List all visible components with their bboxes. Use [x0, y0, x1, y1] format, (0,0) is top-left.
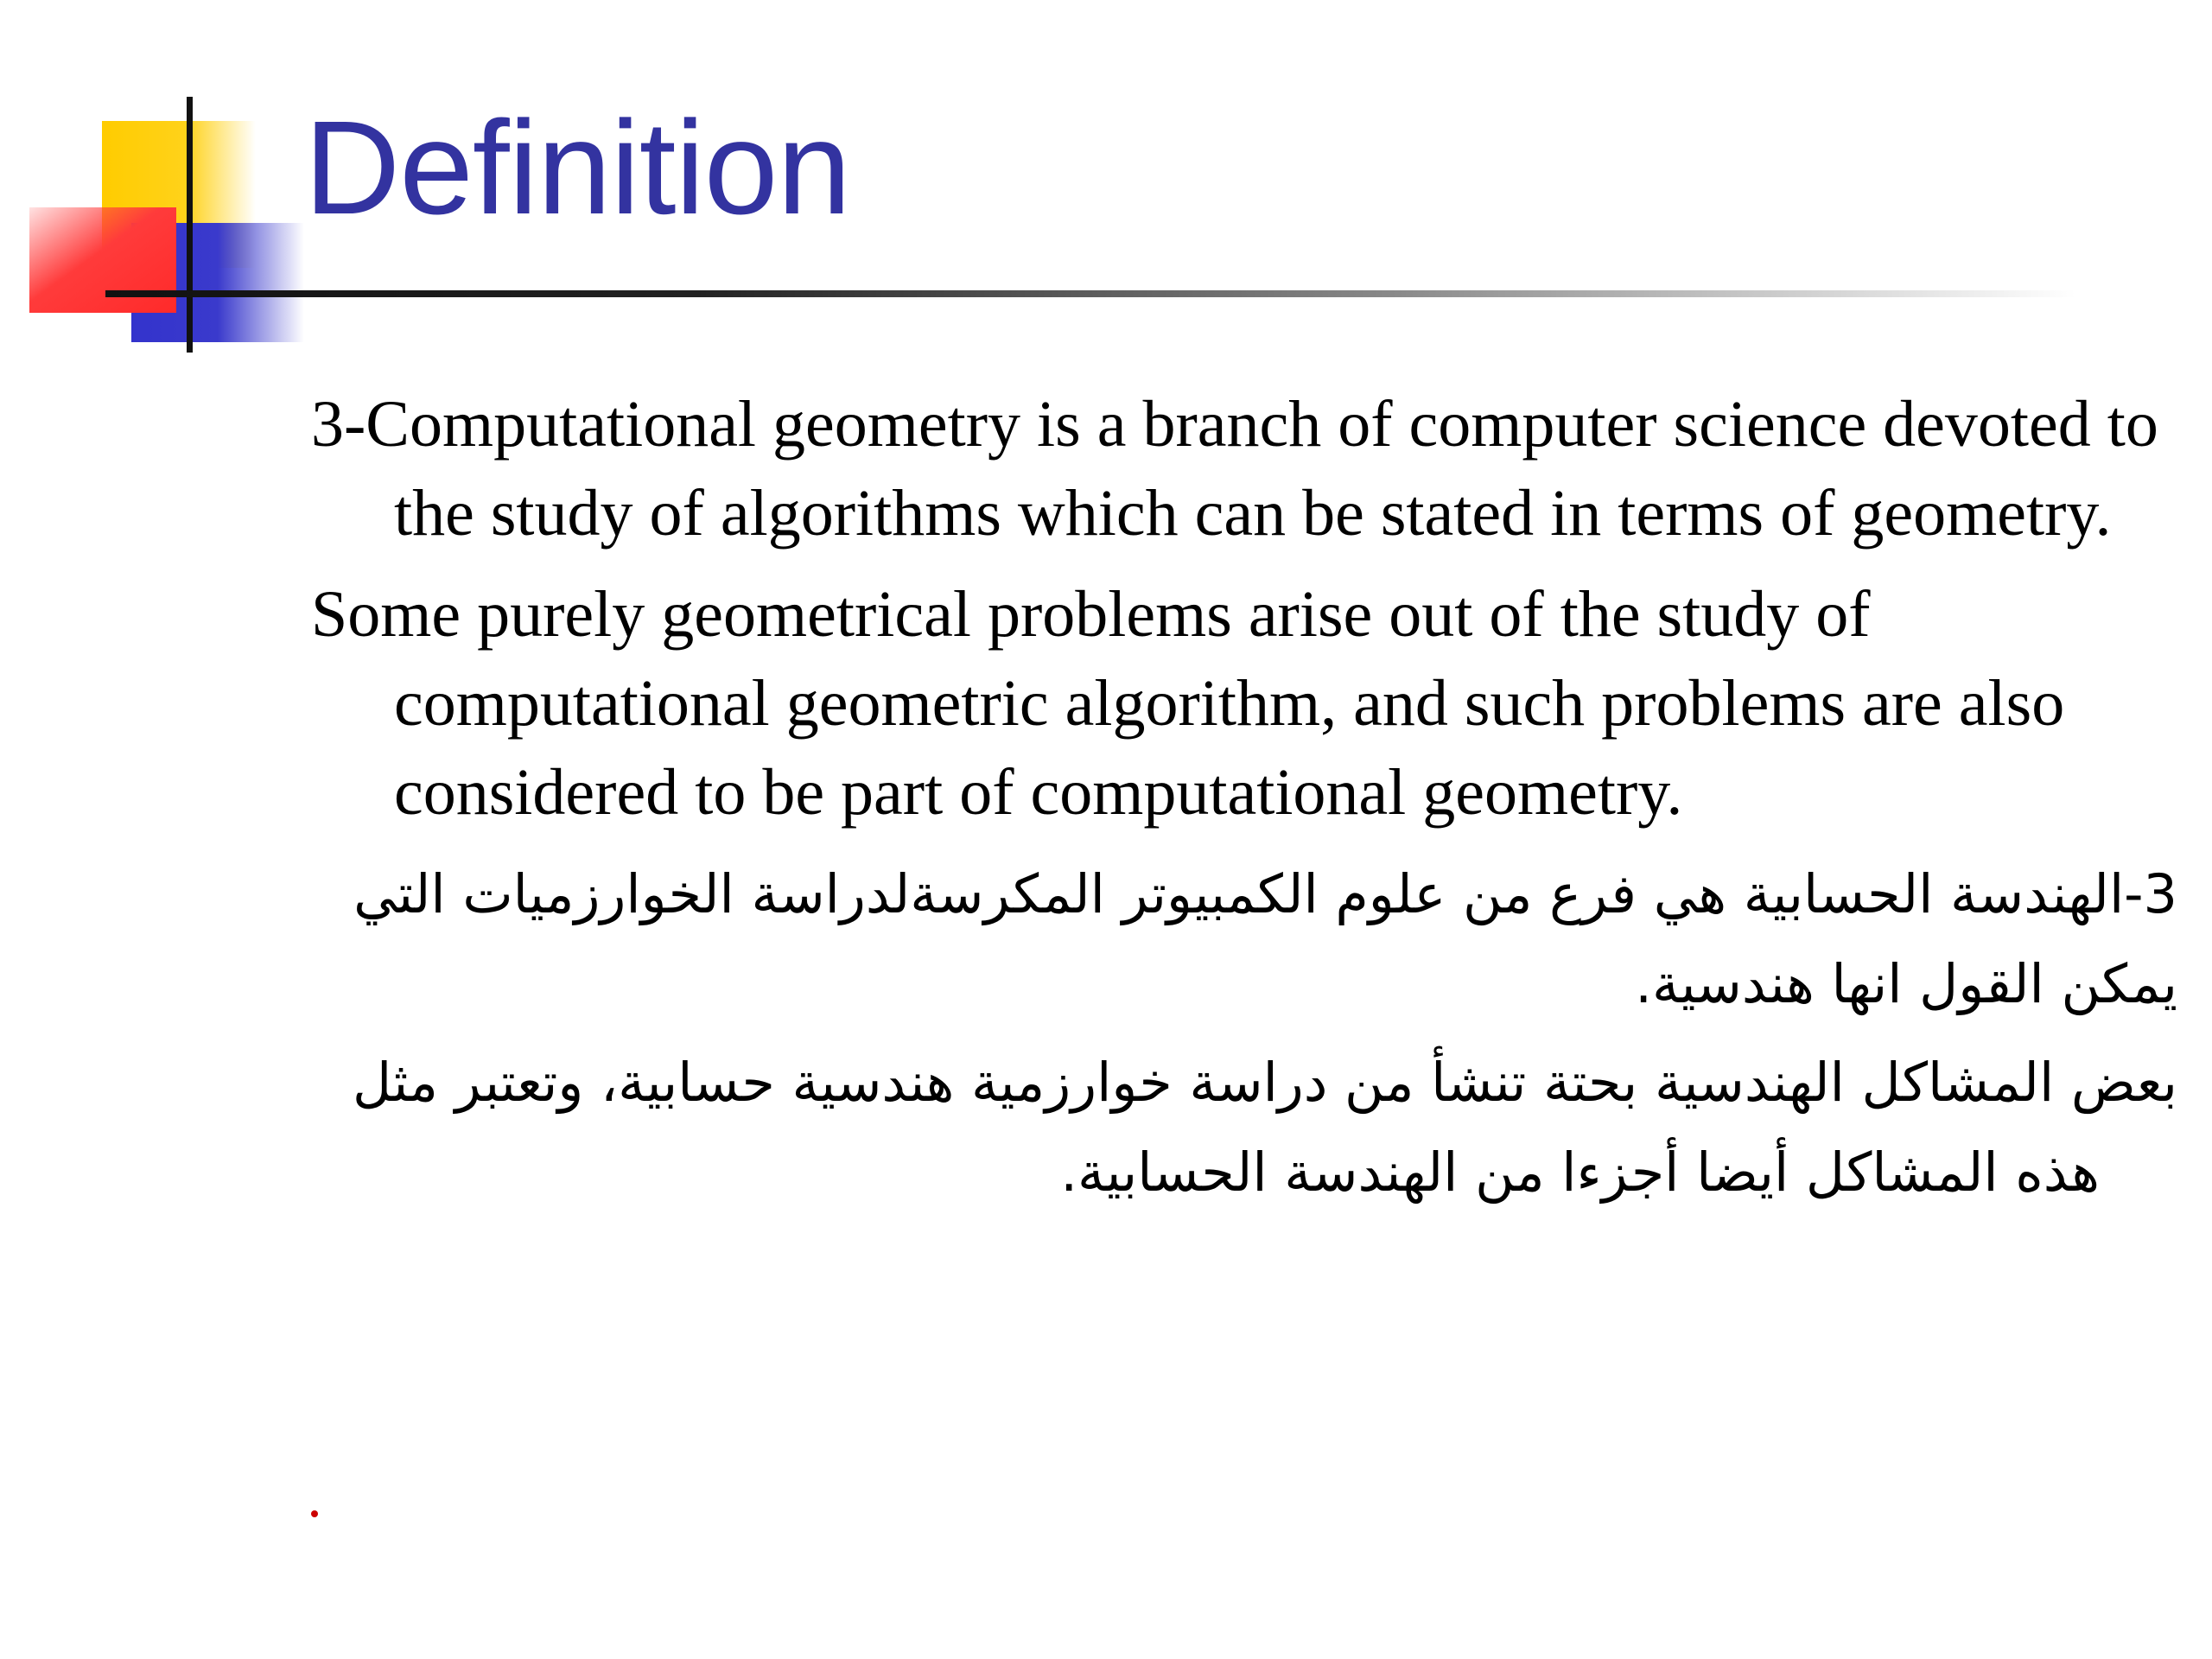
title-underline	[105, 290, 2075, 297]
paragraph-definition-en: 3-Computational geometry is a branch of computer science devoted to the study of algorithms which can be stated in terms of geometry.	[311, 388, 2158, 550]
slide-title: Definition	[304, 93, 851, 242]
paragraph-problems-ar: بعض المشاكل الهندسية بحتة تنشأ من دراسة خوارزمية هندسية حسابية، وتعتبر مثل هذه المشاكل أيضا أجزءا من الهندسة الحسابية.	[353, 1051, 2177, 1204]
paragraph-problems-en: Some purely geometrical problems arise out of the study of computational geometric algorithm, and such problems are also considered to be part of computational geometry.	[311, 578, 2065, 829]
decor-vertical-line	[187, 97, 193, 353]
empty-bullet-dot	[311, 1510, 318, 1517]
paragraph-definition-ar: 3-الهندسة الحسابية هي فرع من علوم الكمبيوتر المكرسةلدراسة الخوارزميات التي يمكن القول انها هندسية.	[353, 862, 2177, 1015]
slide-body	[311, 380, 2177, 1226]
